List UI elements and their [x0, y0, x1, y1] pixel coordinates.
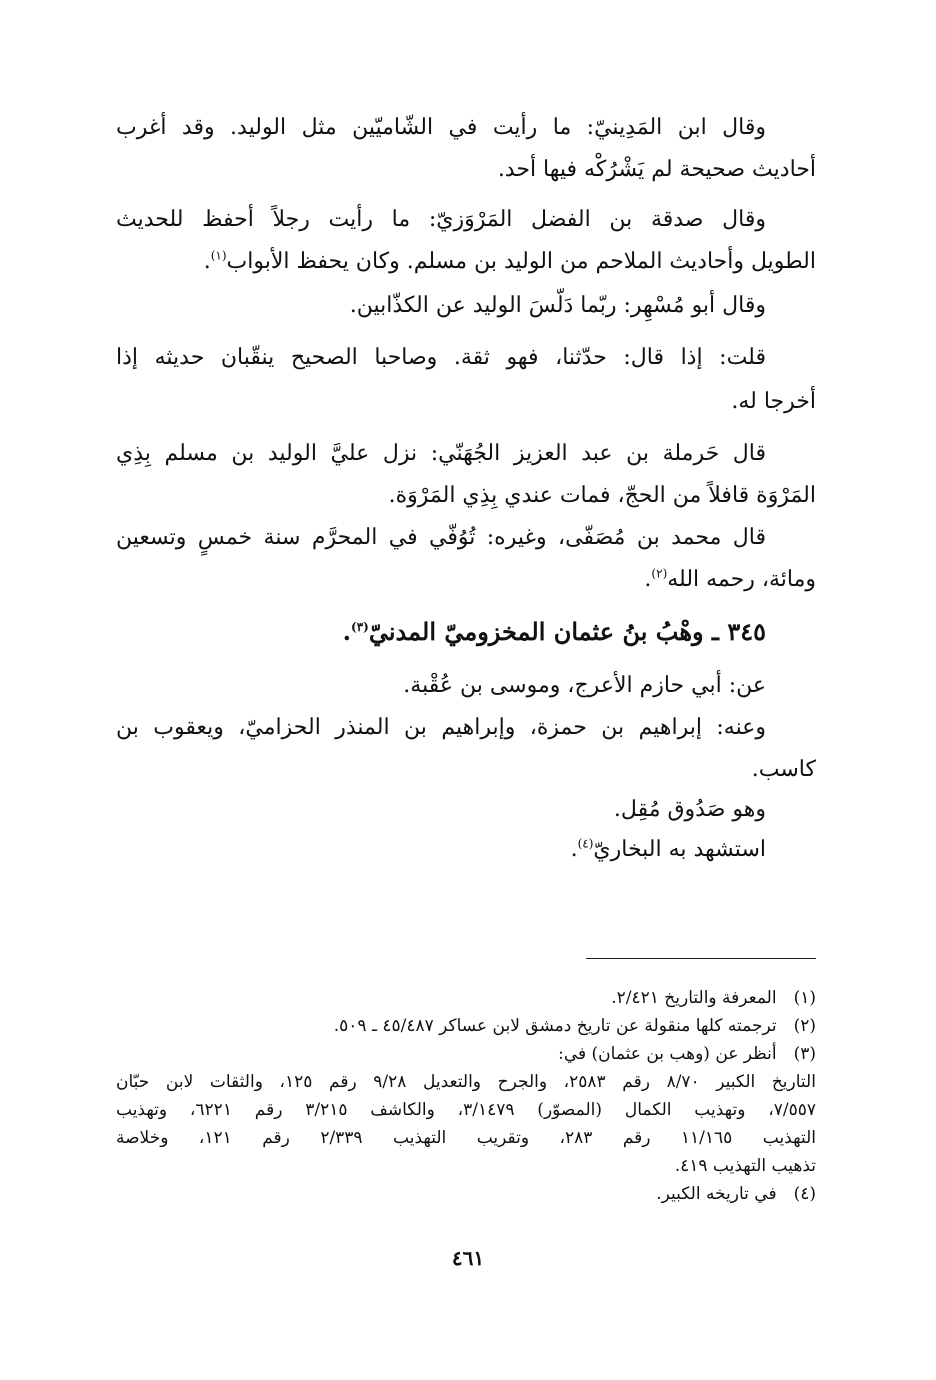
footnote-number: (٣) [793, 1044, 816, 1064]
body-line-8: قال حَرملة بن عبد العزيز الجُهَنّي: نزل عليَّ الوليد بن مسلم بِذِي [116, 441, 766, 466]
footnote-3-line-4: التهذيب ١١/١٦٥ رقم ٢٨٣، وتقريب التهذيب ٢/٣٣٩ رقم ١٢١، وخلاصة [116, 1128, 816, 1148]
body-line-11: ومائة، رحمه الله$^{(٢)}$. [644, 566, 816, 592]
entry-line-4: وهو صَدُوق مُقِل. [613, 797, 766, 822]
footnote-text: في تاريخه الكبير. [656, 1184, 777, 1204]
body-line-2: أحاديث صحيحة لم يَشْرُكْه فيها أحد. [497, 157, 816, 182]
footnote-text: المعرفة والتاريخ ٢/٤٢١. [611, 988, 777, 1008]
entry-line-3: كاسب. [751, 757, 816, 782]
footnote-mark-4: (٤) [577, 836, 594, 851]
footnote-number: (٢) [793, 1016, 816, 1036]
footnote-3 [116, 1040, 816, 1068]
body-line-1: وقال ابن المَدِينيّ: ما رأيت في الشّاميّين مثل الوليد. وقد أغرب [116, 115, 766, 140]
entry-line-2: وعنه: إبراهيم بن حمزة، وإبراهيم بن المنذر الحزاميّ، ويعقوب بن [116, 715, 766, 740]
footnote-3-line-3: ٧/٥٥٧، وتهذيب الكمال (المصوّر) ٣/١٤٧٩، والكاشف ٣/٢١٥ رقم ٦٢٢١، وتهذيب [116, 1100, 816, 1120]
body-line-6: قلت: إذا قال: حدّثنا، فهو ثقة. وصاحبا الصحيح ينقّبان حديثه إذا [116, 345, 766, 370]
page-number: ٤٦١ [451, 1246, 485, 1270]
body-line-5: وقال أبو مُسْهِر: ربّما دَلّسَ الوليد عن الكذّابين. [349, 293, 766, 318]
entry-line-5: استشهد به البخاريّ$^{(٤)}$. [570, 836, 766, 862]
footnote-mark-2: (٢) [651, 566, 668, 581]
footnote-mark-3: (٣) [351, 620, 369, 634]
footnote-3-line-5: تذهيب التهذيب ٤١٩. [674, 1156, 816, 1176]
body-line-4: الطويل وأحاديث الملاحم من الوليد بن مسلم. وكان يحفظ الأبواب$^{(١)}$. [203, 248, 816, 274]
body-line-10: قال محمد بن مُصَفّى، وغيره: تُوُفّي في المحرَّم سنة خمسٍ وتسعين [116, 525, 766, 550]
footnote-4 [116, 1180, 816, 1208]
footnote-mark-1: (١) [210, 248, 227, 263]
footnote-text: أنظر عن (وهب بن عثمان) في: [558, 1044, 777, 1064]
footnote-separator [586, 958, 816, 959]
footnote-text: ترجمته كلها منقولة عن تاريخ دمشق لابن عساكر ٤٥/٤٨٧ ـ ٥٠٩. [333, 1016, 777, 1036]
body-line-9: المَرْوَة قافلاً من الحجّ، فمات عندي بِذِي المَرْوَة. [388, 483, 816, 508]
footnote-3-line-2: التاريخ الكبير ٨/٧٠ رقم ٢٥٨٣، والجرح والتعديل ٩/٢٨ رقم ١٢٥، والثقات لابن حبّان [116, 1072, 816, 1092]
footnote-number: (٤) [793, 1184, 816, 1204]
footnote-number: (١) [793, 988, 816, 1008]
footnote-2 [116, 1012, 816, 1040]
body-line-7: أخرجا له. [731, 389, 816, 414]
entry-line-1: عن: أبي حازم الأعرج، وموسى بن عُقْبة. [403, 673, 766, 698]
body-line-3: وقال صدقة بن الفضل المَرْوَزيّ: ما رأيت رجلاً أحفظ للحديث [116, 207, 766, 232]
entry-heading: ٣٤٥ ـ وهْبُ بنُ عثمان المخزوميّ المدنيّ$^{(٣)}$. [342, 617, 766, 646]
footnote-1 [116, 984, 816, 1012]
